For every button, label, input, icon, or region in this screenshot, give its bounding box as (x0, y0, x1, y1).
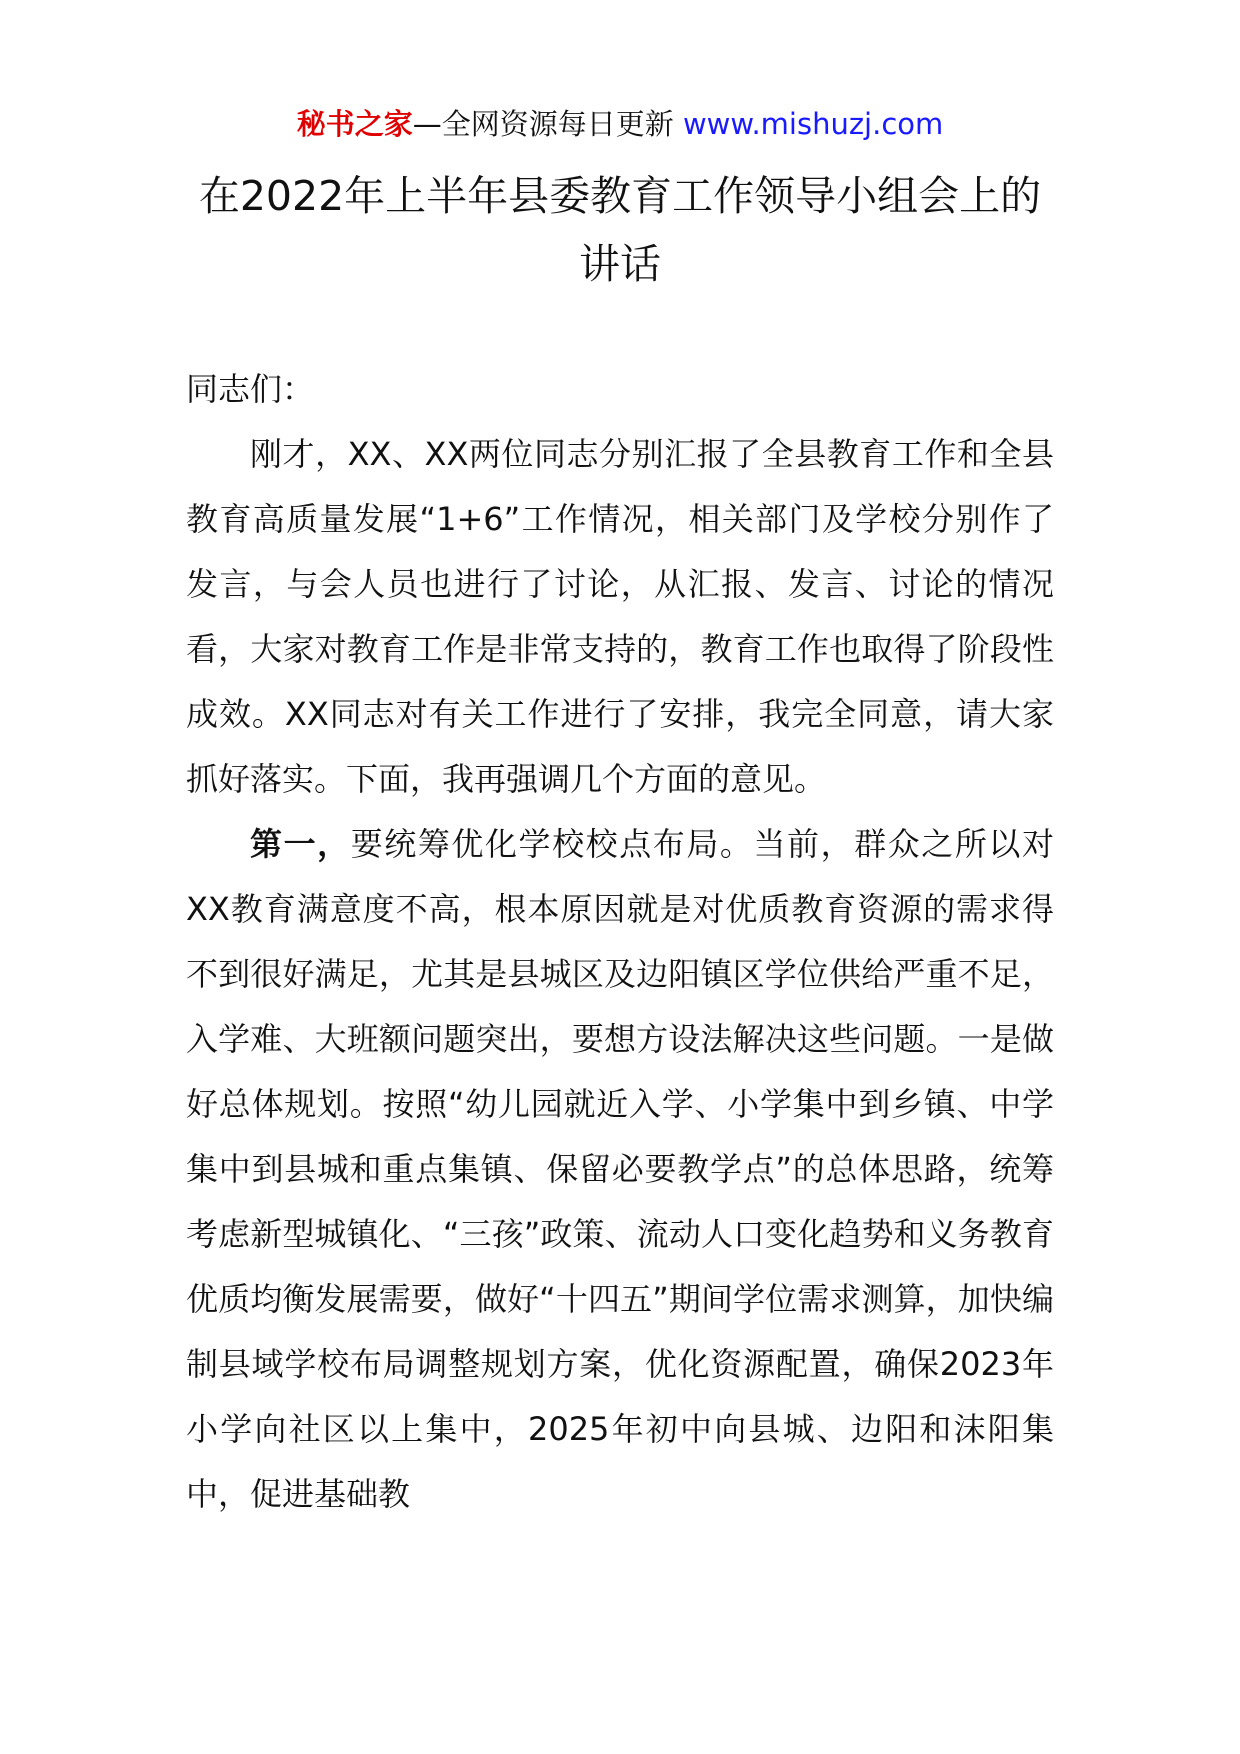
salutation: 同志们： (186, 370, 315, 408)
site-brand: 秘书之家 (296, 107, 413, 141)
site-header (0, 102, 1240, 146)
site-url-link[interactable]: www.mishuzj.com (682, 107, 944, 141)
paragraph-2 (186, 812, 1054, 1527)
paragraph-2-lead: 第一， (250, 825, 351, 863)
document-body (186, 357, 1054, 1527)
paragraph-1-text: 刚才，XX、XX两位同志分别汇报了全县教育工作和全县教育高质量发展“1+6”工作情况，相关部门及学校分别作了发言，与会人员也进行了讨论，从汇报、发言、讨论的情况看，大家对教育工作是非常支持的，教育工作也取得了阶段性成效。XX同志对有关工作进行了安排，我完全同意，请大家抓好落实。下面，我再强调几个方面的意见。 (186, 435, 1054, 798)
paragraph-1 (186, 422, 1054, 812)
document-title: 在2022年上半年县委教育工作领导小组会上的讲话 (198, 172, 1042, 288)
site-tagline: —全网资源每日更新 (412, 107, 683, 141)
paragraph-2-text: 要统筹优化学校校点布局。当前，群众之所以对XX教育满意度不高，根本原因就是对优质教育资源的需求得不到很好满足，尤其是县城区及边阳镇区学位供给严重不足，入学难、大班额问题突出，要想方设法解决这些问题。一是做好总体规划。按照“幼儿园就近入学、小学集中到乡镇、中学集中到县城和重点集镇、保留必要教学点”的总体思路，统筹考虑新型城镇化、“三孩”政策、流动人口变化趋势和义务教育优质均衡发展需要，做好“十四五”期间学位需求测算，加快编制县域学校布局调整规划方案，优化资源配置，确保2023年小学向社区以上集中，2025年初中向县城、边阳和沫阳集中，促进基础教 (186, 825, 1054, 1513)
